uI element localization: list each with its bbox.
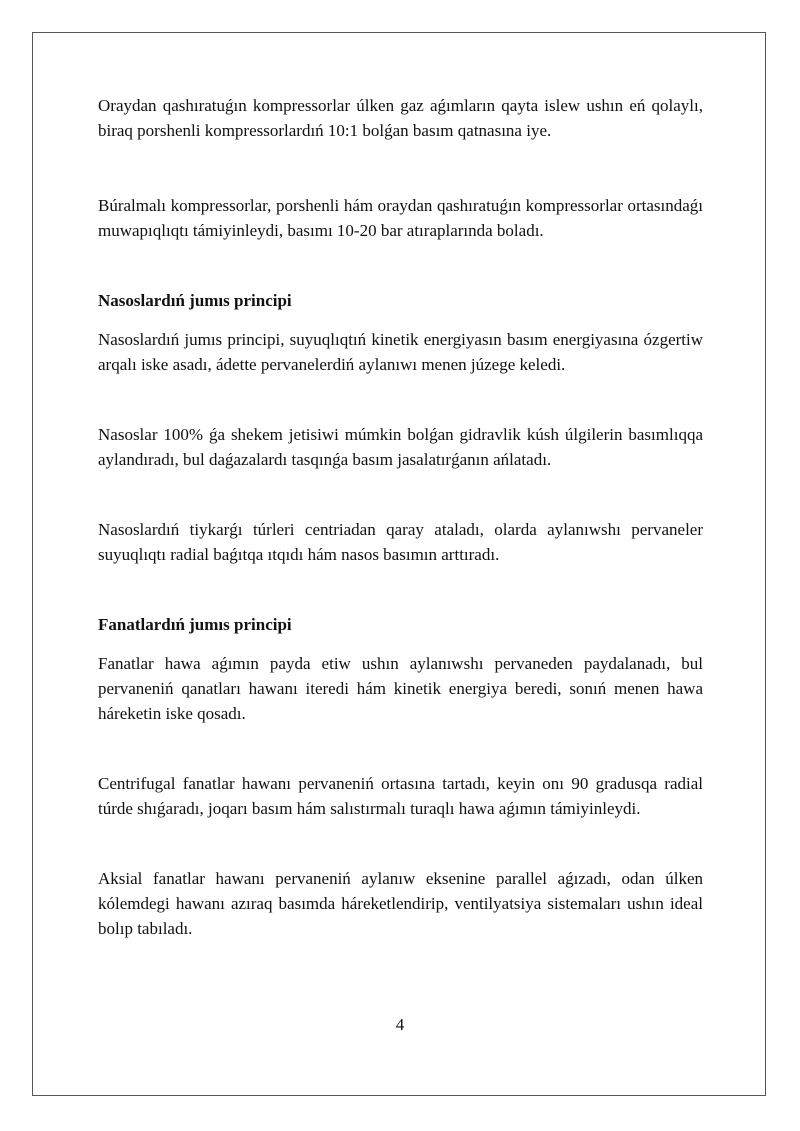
paragraph: Aksial fanatlar hawanı pervaneniń aylanıw eksenine parallel aǵızadı, odan úlken kólemdegi hawanı azıraq basımda háreketlendirip, ventilyatsiya sistemaları ushın ideal bolıp tabıladı. xyxy=(98,869,703,938)
section-heading: Fanatlardıń jumıs principi xyxy=(98,615,292,634)
paragraph: Nasoslar 100% ǵa shekem jetisiwi múmkin bolǵan gidravlik kúsh úlgilerin basımlıqqa aylandıradı, bul daǵazalardı tasqınǵa basım jasalatırǵanın ańlatadı. xyxy=(98,425,703,469)
paragraph: Fanatlar hawa aǵımın payda etiw ushın aylanıwshı pervaneden paydalanadı, bul pervaneniń qanatları hawanı iteredi hám kinetik energiya beredi, sonıń menen hawa háreketin iske qosadı. xyxy=(98,654,703,723)
paragraph: Búralmalı kompressorlar, porshenli hám oraydan qashıratuǵın kompressorlar ortasındaǵı muwapıqlıqtı támiyinleydi, basımı 10-20 bar atıraplarında boladı. xyxy=(98,196,703,240)
section-heading: Nasoslardıń jumıs principi xyxy=(98,291,292,310)
paragraph: Centrifugal fanatlar hawanı pervaneniń ortasına tartadı, keyin onı 90 gradusqa radial túrde shıǵaradı, joqarı basım hám salıstırmalı turaqlı hawa aǵımın támiyinleydi. xyxy=(98,774,703,818)
paragraph: Nasoslardıń jumıs principi, suyuqlıqtıń kinetik energiyasın basım energiyasına ózgertiw arqalı iske asadı, ádette pervanelerdiń aylanıwı menen júzege keledi. xyxy=(98,330,703,374)
paragraph: Oraydan qashıratuǵın kompressorlar úlken gaz aǵımların qayta islew ushın eń qolaylı, biraq porshenli kompressorlardıń 10:1 bolǵan basım qatnasına iye. xyxy=(98,96,703,140)
document-body xyxy=(98,93,703,941)
page-number: 4 xyxy=(395,1015,405,1034)
paragraph: Nasoslardıń tiykarǵı túrleri centriadan qaray ataladı, olarda aylanıwshı pervaneler suyuqlıqtı radial baǵıtqa ıtqıdı hám nasos basımın arttıradı. xyxy=(98,520,703,564)
